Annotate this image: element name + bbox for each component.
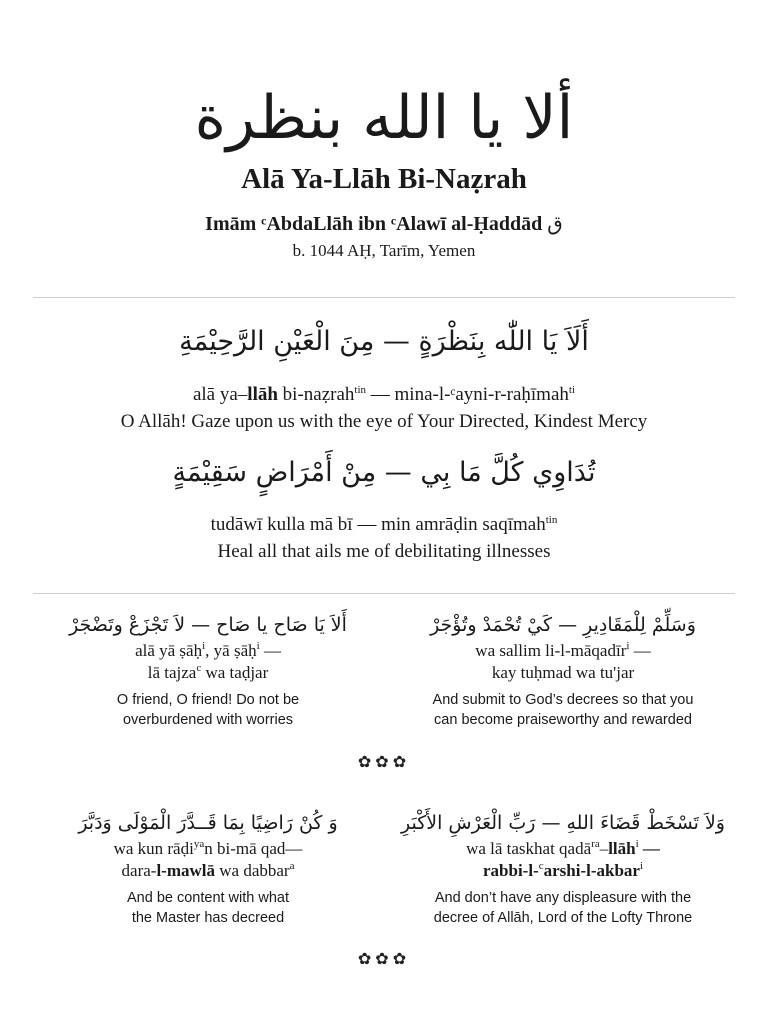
verse-2-translation: Heal all that ails me of debilitating illnesses (217, 541, 551, 562)
pair-1-left-arabic: أَلاَ يَا صَاح يا صَاح — لاَ تَجْزَعْ وتَضْجَرْ (69, 614, 347, 636)
flower-ornament-1: ✿✿✿ (357, 752, 411, 771)
pair-2-left (28, 810, 388, 928)
author-name: Imām ᶜAbdaLlāh ibn ᶜAlawī al-Ḥaddād (205, 213, 543, 235)
pair-1-right-translit-2: kay tuḥmad wa tu'jar (491, 663, 635, 682)
author-symbol: ق (547, 211, 563, 235)
pair-1-right-translation: And submit to God’s decrees so that you can become praiseworthy and rewarded (432, 692, 694, 728)
verse-2-transliteration: tudāwī kulla mā bī — min amrāḍin saqīmah$^{tin}$ (210, 514, 558, 535)
verse-1-arabic: أَلَاَ يَا اللّٰه بِنَظْرَةٍ — مِنَ الْعَيْنِ الرَّحِيْمَةِ (179, 326, 589, 357)
pair-2-right-arabic: وَلاَ تَسْخَطْ قَضَاءَ اللهِ — رَبِّ الْعَرْشِ الأَكْبَرِ (400, 812, 725, 834)
pair-1-right-arabic: وَسَلِّمْ لِلْمَقَادِيرِ — كَيْ تُحْمَدْ وتُؤْجَرْ (430, 614, 696, 636)
title-arabic: ألا يا الله بنظرة (194, 83, 574, 153)
pair-2-left-translit-2: dara-l-mawlā wa dabbar$^a$ (121, 860, 295, 880)
divider-middle (33, 593, 735, 594)
pair-1-left (28, 612, 388, 730)
verse-1-translation: O Allāh! Gaze upon us with the eye of Your Directed, Kindest Mercy (120, 411, 648, 432)
pair-1-right (383, 612, 743, 730)
verse-1-transliteration: alā ya–llāh bi-naẓrah$^{tin}$ — mina-l-ᶜayni-r-raḥīmah$^{ti}$ (192, 384, 576, 405)
pair-1-left-translit-1: alā yā ṣāḥ$^i$, yā ṣāḥ$^i$ — (135, 640, 281, 660)
pair-1-right-translit-1: wa sallim li-l-māqadīr$^i$ — (475, 640, 651, 660)
pair-2-left-translation: And be content with what the Master has decreed (126, 890, 290, 926)
title-latin: Alā Ya-Llāh Bi-Naẓrah (241, 163, 527, 195)
birth-info: b. 1044 AḤ, Tarīm, Yemen (292, 241, 476, 260)
pair-2-right-translit-2: rabbi-l-$^c$arshi-l-akbar$^i$ (482, 860, 644, 880)
pair-1-left-translit-2: lā tajza$^c$ wa taḍjar (147, 662, 269, 682)
verse-2-arabic: تُدَاوِي كُلَّ مَا بِي — مِنْ أَمْرَاضٍ سَقِيْمَةٍ (172, 457, 596, 488)
pair-2-right-translit-1: wa lā taskhat qadā$^{ra}$–llāh$^i$ — (466, 838, 660, 858)
author-line (0, 211, 768, 236)
divider-top (33, 297, 735, 298)
pair-1-left-translation: O friend, O friend! Do not be overburdened with worries (116, 692, 300, 728)
pair-2-right-translation: And don’t have any displeasure with the decree of Allāh, Lord of the Lofty Throne (433, 890, 693, 926)
pair-2-left-translit-1: wa kun rāḍi$^{ya}$n bi-mā qad— (113, 838, 303, 858)
pair-2-left-arabic: وَ كُنْ رَاضِيًا بِمَا قَــدَّرَ الْمَوْلَى وَدَبَّرَ (78, 812, 338, 834)
pair-2-right (383, 810, 743, 928)
flower-ornament-2: ✿✿✿ (357, 949, 411, 968)
